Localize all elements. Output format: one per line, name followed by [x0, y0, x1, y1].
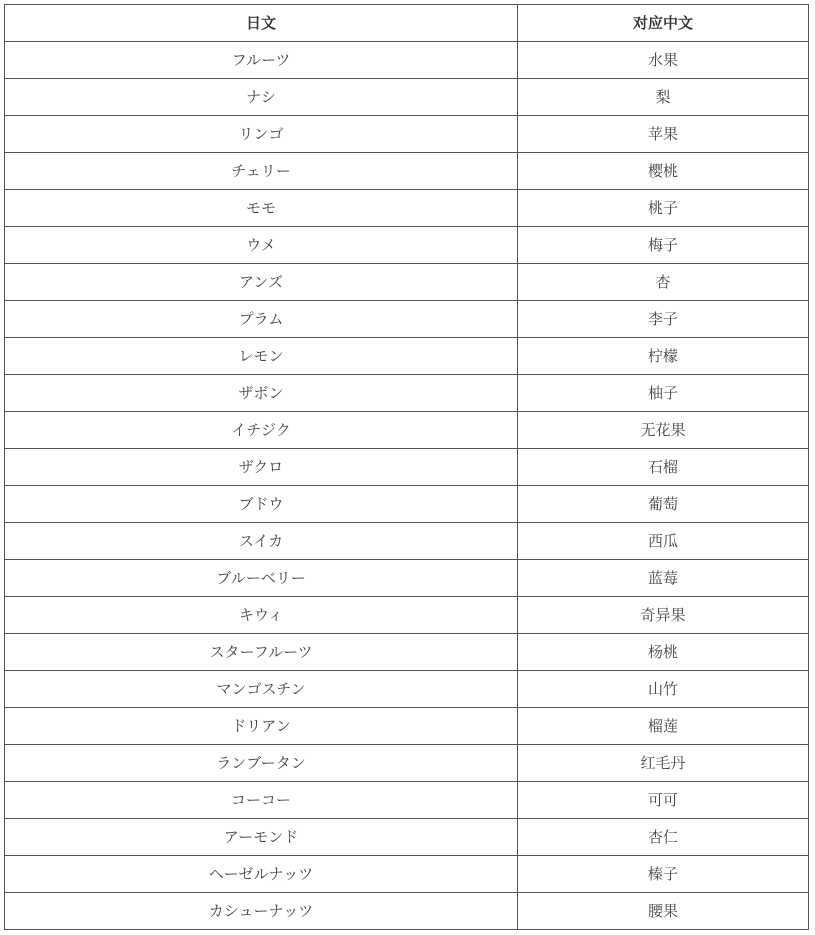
header-chinese: 对应中文 [518, 5, 809, 42]
table-row [5, 893, 809, 930]
cell-chinese: 柠檬 [518, 338, 809, 375]
cell-japanese: ドリアン [5, 708, 518, 745]
cell-chinese: 榛子 [518, 856, 809, 893]
cell-japanese: フルーツ [5, 42, 518, 79]
cell-japanese: ザクロ [5, 449, 518, 486]
cell-chinese: 山竹 [518, 671, 809, 708]
cell-japanese: ブルーベリー [5, 560, 518, 597]
cell-japanese: ブドウ [5, 486, 518, 523]
table-row [5, 782, 809, 819]
cell-chinese: 水果 [518, 42, 809, 79]
cell-japanese: ヘーゼルナッツ [5, 856, 518, 893]
table-row [5, 116, 809, 153]
fruit-vocabulary-table [4, 4, 809, 930]
cell-japanese: リンゴ [5, 116, 518, 153]
table-row [5, 523, 809, 560]
table-row [5, 375, 809, 412]
table-row [5, 227, 809, 264]
table-row [5, 560, 809, 597]
cell-chinese: 红毛丹 [518, 745, 809, 782]
cell-chinese: 梨 [518, 79, 809, 116]
cell-chinese: 桃子 [518, 190, 809, 227]
table-row [5, 190, 809, 227]
cell-chinese: 西瓜 [518, 523, 809, 560]
cell-chinese: 柚子 [518, 375, 809, 412]
cell-chinese: 苹果 [518, 116, 809, 153]
cell-japanese: カシューナッツ [5, 893, 518, 930]
cell-japanese: キウィ [5, 597, 518, 634]
table-row [5, 338, 809, 375]
cell-chinese: 杏 [518, 264, 809, 301]
header-japanese: 日文 [5, 5, 518, 42]
cell-chinese: 石榴 [518, 449, 809, 486]
table-header [5, 5, 809, 42]
cell-chinese: 葡萄 [518, 486, 809, 523]
cell-japanese: アンズ [5, 264, 518, 301]
table-row [5, 79, 809, 116]
table-row [5, 153, 809, 190]
cell-japanese: ウメ [5, 227, 518, 264]
cell-japanese: コーコー [5, 782, 518, 819]
cell-chinese: 奇异果 [518, 597, 809, 634]
cell-chinese: 杏仁 [518, 819, 809, 856]
cell-japanese: レモン [5, 338, 518, 375]
cell-japanese: モモ [5, 190, 518, 227]
table-row [5, 708, 809, 745]
cell-chinese: 杨桃 [518, 634, 809, 671]
cell-chinese: 蓝莓 [518, 560, 809, 597]
table-row [5, 597, 809, 634]
cell-japanese: ナシ [5, 79, 518, 116]
table-row [5, 301, 809, 338]
cell-japanese: アーモンド [5, 819, 518, 856]
table-row [5, 412, 809, 449]
cell-chinese: 李子 [518, 301, 809, 338]
cell-japanese: ザボン [5, 375, 518, 412]
cell-chinese: 可可 [518, 782, 809, 819]
table-row [5, 745, 809, 782]
table-row [5, 634, 809, 671]
cell-chinese: 无花果 [518, 412, 809, 449]
table-row [5, 264, 809, 301]
cell-japanese: チェリー [5, 153, 518, 190]
fruit-table-container [4, 4, 808, 930]
table-body [5, 42, 809, 930]
cell-japanese: プラム [5, 301, 518, 338]
header-row [5, 5, 809, 42]
table-row [5, 42, 809, 79]
table-row [5, 819, 809, 856]
table-row [5, 449, 809, 486]
table-row [5, 671, 809, 708]
cell-japanese: イチジク [5, 412, 518, 449]
cell-chinese: 樱桃 [518, 153, 809, 190]
table-row [5, 856, 809, 893]
cell-chinese: 榴莲 [518, 708, 809, 745]
cell-chinese: 梅子 [518, 227, 809, 264]
cell-chinese: 腰果 [518, 893, 809, 930]
cell-japanese: スイカ [5, 523, 518, 560]
table-row [5, 486, 809, 523]
cell-japanese: スターフルーツ [5, 634, 518, 671]
cell-japanese: マンゴスチン [5, 671, 518, 708]
cell-japanese: ランブータン [5, 745, 518, 782]
